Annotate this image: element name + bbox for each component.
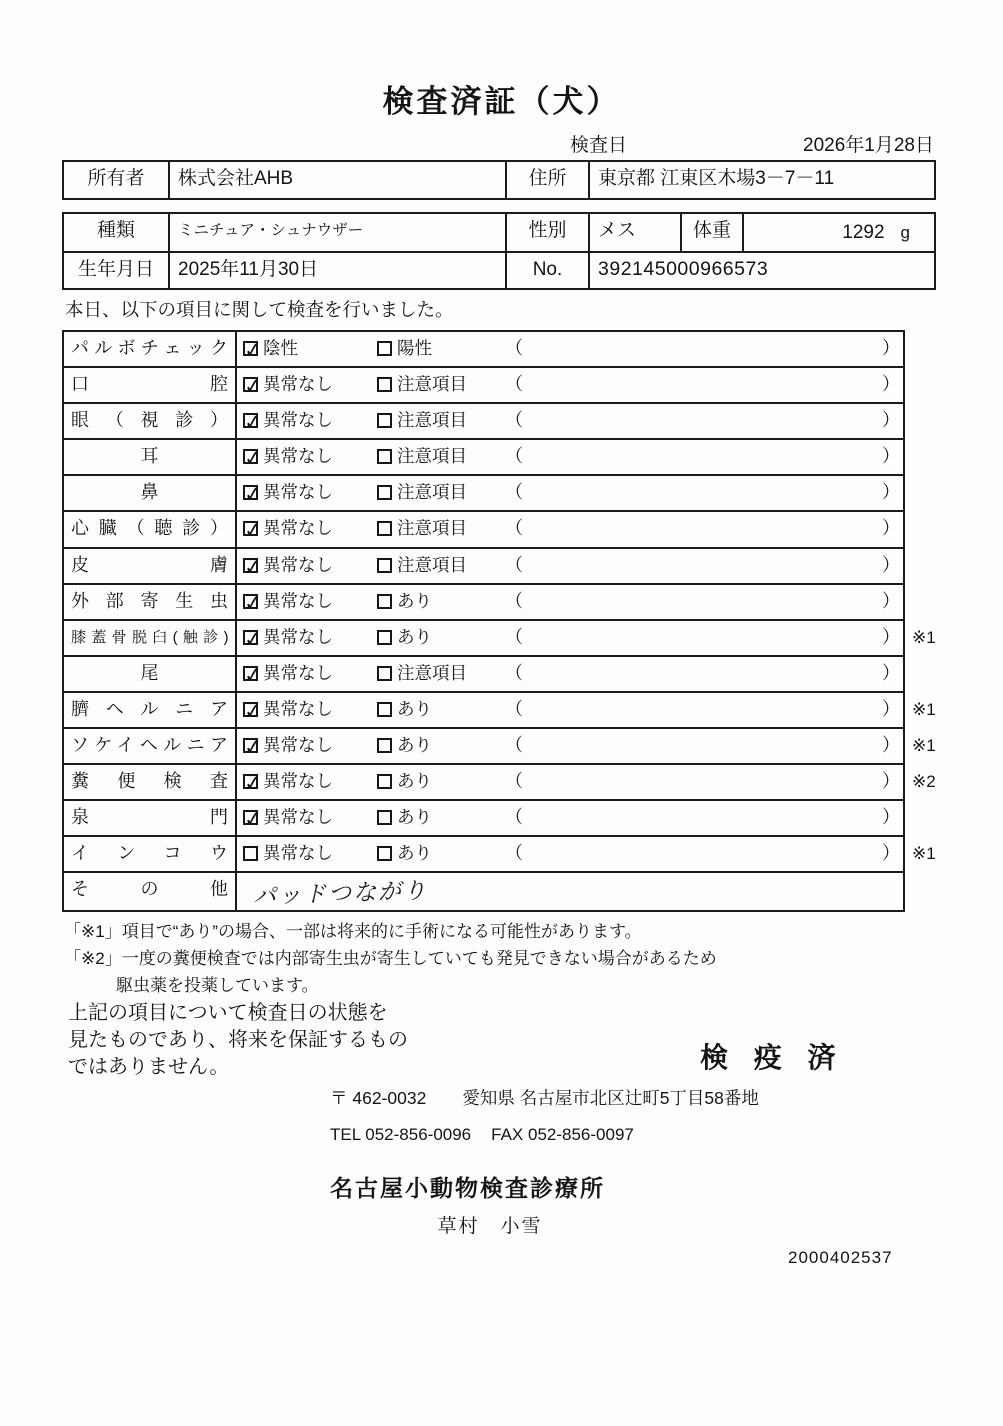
paren-open: （ bbox=[505, 410, 523, 431]
option-2 bbox=[377, 621, 432, 654]
veterinarian-name: 草村 小雪 bbox=[437, 1216, 543, 1237]
checkbox-2 bbox=[377, 810, 392, 825]
inspection-row bbox=[64, 476, 903, 512]
checkbox-1 bbox=[243, 666, 258, 681]
option-1 bbox=[243, 368, 333, 401]
address-label: 住所 bbox=[507, 162, 590, 198]
pet-row-1 bbox=[64, 214, 934, 251]
option-2-label: あり bbox=[397, 771, 432, 792]
checkbox-2 bbox=[377, 738, 392, 753]
inspection-row bbox=[64, 404, 903, 440]
inspection-date-value: 2026年1月28日 bbox=[803, 135, 934, 156]
paren-close: ） bbox=[882, 735, 900, 756]
inspection-row bbox=[64, 512, 903, 548]
checkbox-2 bbox=[377, 449, 392, 464]
option-2 bbox=[377, 404, 467, 437]
option-2 bbox=[377, 837, 432, 870]
paren-open: （ bbox=[505, 374, 523, 395]
checkbox-2 bbox=[377, 774, 392, 789]
paren-open: （ bbox=[505, 446, 523, 467]
paren-close: ） bbox=[882, 446, 900, 467]
checkbox-1 bbox=[243, 377, 258, 392]
no-value: 392145000966573 bbox=[598, 258, 769, 280]
option-2-label: 注意項目 bbox=[397, 554, 467, 575]
birthdate-value: 2025年11月30日 bbox=[170, 253, 507, 288]
option-1 bbox=[243, 693, 333, 726]
no-label: No. bbox=[507, 253, 590, 288]
option-1 bbox=[243, 621, 333, 654]
option-1 bbox=[243, 476, 333, 509]
owner-label: 所有者 bbox=[64, 162, 170, 198]
option-2 bbox=[377, 585, 432, 618]
inspection-item-label: 眼（視診） bbox=[64, 404, 237, 438]
paren-close: ） bbox=[882, 843, 900, 864]
option-2 bbox=[377, 657, 467, 690]
checkbox-2 bbox=[377, 485, 392, 500]
option-2 bbox=[377, 693, 432, 726]
checkbox-1 bbox=[243, 738, 258, 753]
option-1-label: 異常なし bbox=[263, 446, 333, 467]
option-1 bbox=[243, 332, 298, 365]
option-2-label: あり bbox=[397, 735, 432, 756]
paren-close: ） bbox=[882, 554, 900, 575]
clinic-name: 名古屋小動物検査診療所 bbox=[330, 1175, 605, 1201]
checkbox-1 bbox=[243, 630, 258, 645]
inspection-row-options bbox=[237, 368, 903, 402]
clinic-tel: TEL 052-856-0096 bbox=[330, 1125, 472, 1144]
option-1-label: 異常なし bbox=[263, 807, 333, 828]
inspection-row bbox=[64, 332, 903, 368]
paren-open: （ bbox=[505, 590, 523, 611]
inspection-item-label: 鼻 bbox=[64, 476, 237, 510]
option-2 bbox=[377, 549, 467, 582]
option-2-label: あり bbox=[397, 626, 432, 647]
footnote-mark: ※1 bbox=[912, 844, 936, 864]
inspection-item-label: 外部寄生虫 bbox=[64, 585, 237, 619]
inspection-row bbox=[64, 693, 936, 729]
inspection-row bbox=[64, 621, 936, 657]
option-1-label: 異常なし bbox=[263, 374, 333, 395]
checkbox-2 bbox=[377, 558, 392, 573]
paren-open: （ bbox=[505, 482, 523, 503]
option-2-label: 注意項目 bbox=[397, 482, 467, 503]
paren-open: （ bbox=[505, 735, 523, 756]
inspection-row bbox=[64, 585, 903, 621]
inspection-row-options bbox=[237, 332, 903, 366]
paren-open: （ bbox=[505, 626, 523, 647]
footnote-mark: ※1 bbox=[912, 736, 936, 756]
option-1-label: 異常なし bbox=[263, 662, 333, 683]
checkbox-1 bbox=[243, 558, 258, 573]
clinic-contact-row bbox=[330, 1125, 634, 1145]
paren-open: （ bbox=[505, 554, 523, 575]
footnote-mark: ※1 bbox=[912, 627, 936, 647]
option-1-label: 異常なし bbox=[263, 518, 333, 539]
footnote-mark: ※1 bbox=[912, 699, 936, 719]
checkbox-2 bbox=[377, 702, 392, 717]
option-2 bbox=[377, 801, 432, 834]
footnote-2: 「※2」一度の糞便検査では内部寄生虫が寄生していても発見できない場合があるため bbox=[64, 949, 717, 968]
option-2 bbox=[377, 729, 432, 762]
disclaimer-text bbox=[68, 1000, 408, 1081]
inspection-item-label: 皮膚 bbox=[64, 549, 237, 583]
disclaimer-line-1: 上記の項目について検査日の状態を bbox=[68, 1002, 388, 1024]
paren-close: ） bbox=[882, 698, 900, 719]
option-1 bbox=[243, 549, 333, 582]
clinic-fax: FAX 052-856-0097 bbox=[491, 1125, 634, 1144]
inspection-item-label: 心臓（聴診） bbox=[64, 512, 237, 546]
paren-close: ） bbox=[882, 338, 900, 358]
paren-close: ） bbox=[882, 482, 900, 503]
owner-row bbox=[64, 162, 934, 198]
inspection-row-options bbox=[237, 512, 903, 546]
inspection-item-label: パルボチェック bbox=[64, 332, 237, 366]
inspection-row-options bbox=[237, 729, 936, 763]
paren-close: ） bbox=[882, 518, 900, 539]
paren-open: （ bbox=[505, 771, 523, 792]
weight-value: 1292 bbox=[842, 222, 885, 243]
option-1 bbox=[243, 765, 333, 798]
birthdate-label: 生年月日 bbox=[64, 253, 170, 288]
option-1 bbox=[243, 440, 333, 473]
footnote-1: 「※1」項目で“あり”の場合、一部は将来的に手術になる可能性があります。 bbox=[64, 922, 642, 941]
paren-close: ） bbox=[882, 626, 900, 647]
clinic-postal-code: 〒 462-0032 bbox=[330, 1088, 427, 1108]
inspection-row-options bbox=[237, 657, 903, 691]
inspection-item-label: 膝蓋骨脱臼(触診) bbox=[64, 621, 237, 655]
inspection-row bbox=[64, 657, 903, 693]
checkbox-1 bbox=[243, 846, 258, 861]
address-value: 東京都 江東区木場3－7－11 bbox=[598, 168, 835, 189]
inspection-row bbox=[64, 729, 936, 765]
option-2-label: 注意項目 bbox=[397, 446, 467, 467]
option-1 bbox=[243, 837, 333, 870]
checkbox-1 bbox=[243, 485, 258, 500]
checkbox-2 bbox=[377, 594, 392, 609]
inspection-item-label: 尾 bbox=[64, 657, 237, 691]
paren-open: （ bbox=[505, 843, 523, 864]
option-1-label: 異常なし bbox=[263, 554, 333, 575]
option-2-label: 注意項目 bbox=[397, 518, 467, 539]
option-1 bbox=[243, 729, 333, 762]
inspection-row-options bbox=[237, 765, 936, 799]
option-2-label: 注意項目 bbox=[397, 374, 467, 395]
inspection-row bbox=[64, 765, 936, 801]
option-2-label: あり bbox=[397, 590, 432, 611]
intro-text: 本日、以下の項目に関して検査を行いました。 bbox=[65, 299, 454, 320]
option-1 bbox=[243, 404, 333, 437]
checkbox-1 bbox=[243, 449, 258, 464]
inspection-row-options bbox=[237, 549, 903, 583]
paren-close: ） bbox=[882, 771, 900, 792]
inspection-row-options bbox=[237, 837, 936, 871]
checkbox-2 bbox=[377, 377, 392, 392]
option-1-label: 異常なし bbox=[263, 771, 333, 792]
checkbox-1 bbox=[243, 702, 258, 717]
sex-value: メス bbox=[590, 214, 682, 251]
option-1 bbox=[243, 585, 333, 618]
clinic-block bbox=[330, 1170, 650, 1238]
footnotes bbox=[64, 918, 717, 999]
inspection-row bbox=[64, 440, 903, 476]
breed-label: 種類 bbox=[64, 214, 170, 251]
option-2 bbox=[377, 512, 467, 545]
checkbox-1 bbox=[243, 341, 258, 356]
inspection-row-options bbox=[237, 440, 903, 474]
checkbox-1 bbox=[243, 413, 258, 428]
option-1-label: 異常なし bbox=[263, 843, 333, 864]
paren-open: （ bbox=[505, 698, 523, 719]
sex-label: 性別 bbox=[507, 214, 590, 251]
checkbox-1 bbox=[243, 521, 258, 536]
option-2-label: あり bbox=[397, 807, 432, 828]
footnote-2-continued: 駆虫薬を投薬しています。 bbox=[116, 976, 319, 995]
page-title: 検査済証（犬） bbox=[382, 84, 621, 119]
inspection-row bbox=[64, 873, 903, 909]
option-1-label: 異常なし bbox=[263, 698, 333, 719]
option-2-label: あり bbox=[397, 843, 432, 864]
inspection-row bbox=[64, 549, 903, 585]
paren-close: ） bbox=[882, 590, 900, 611]
option-2-label: あり bbox=[397, 698, 432, 719]
paren-close: ） bbox=[882, 410, 900, 431]
checkbox-2 bbox=[377, 630, 392, 645]
option-1-label: 陰性 bbox=[263, 338, 298, 358]
inspection-item-label: ソケイヘルニア bbox=[64, 729, 237, 763]
option-2 bbox=[377, 440, 467, 473]
breed-value: ミニチュア・シュナウザー bbox=[170, 214, 507, 251]
option-2 bbox=[377, 332, 432, 365]
option-1-label: 異常なし bbox=[263, 735, 333, 756]
inspection-row-options bbox=[237, 801, 903, 835]
option-1 bbox=[243, 512, 333, 545]
disclaimer-line-3: ではありません。 bbox=[68, 1056, 230, 1078]
inspection-item-label: インコウ bbox=[64, 837, 237, 871]
paren-close: ） bbox=[882, 662, 900, 683]
weight-label: 体重 bbox=[682, 214, 744, 251]
handwritten-note: パッドつながり bbox=[252, 877, 429, 910]
inspection-row bbox=[64, 837, 936, 873]
option-2 bbox=[377, 368, 467, 401]
serial-number: 2000402537 bbox=[788, 1248, 893, 1267]
paren-close: ） bbox=[882, 807, 900, 828]
owner-table bbox=[62, 160, 936, 200]
checkbox-1 bbox=[243, 774, 258, 789]
owner-value: 株式会社AHB bbox=[170, 162, 507, 198]
inspection-item-label: 口腔 bbox=[64, 368, 237, 402]
inspection-row-options bbox=[237, 476, 903, 510]
paren-open: （ bbox=[505, 518, 523, 539]
inspection-row bbox=[64, 801, 903, 837]
option-2 bbox=[377, 476, 467, 509]
inspection-row-options bbox=[237, 693, 936, 727]
inspection-item-label: 糞便検査 bbox=[64, 765, 237, 799]
inspection-row-options bbox=[237, 585, 903, 619]
option-1 bbox=[243, 657, 333, 690]
clinic-address-row bbox=[330, 1085, 759, 1110]
option-2-label: 陽性 bbox=[397, 338, 432, 358]
inspection-row-options bbox=[237, 621, 936, 655]
inspection-date-row bbox=[62, 130, 936, 156]
checkbox-1 bbox=[243, 594, 258, 609]
pet-row-2 bbox=[64, 251, 934, 288]
inspection-table bbox=[62, 330, 936, 912]
option-1-label: 異常なし bbox=[263, 590, 333, 611]
pet-table bbox=[62, 212, 936, 290]
paren-close: ） bbox=[882, 374, 900, 395]
option-2 bbox=[377, 765, 432, 798]
footnote-mark: ※2 bbox=[912, 772, 936, 792]
paren-open: （ bbox=[505, 807, 523, 828]
checkbox-2 bbox=[377, 413, 392, 428]
option-1-label: 異常なし bbox=[263, 626, 333, 647]
inspection-item-label: その他 bbox=[64, 873, 237, 909]
checkbox-2 bbox=[377, 341, 392, 356]
checkbox-2 bbox=[377, 846, 392, 861]
option-1 bbox=[243, 801, 333, 834]
inspection-date-label: 検査日 bbox=[570, 135, 628, 156]
paren-open: （ bbox=[505, 338, 523, 358]
inspection-row-options bbox=[237, 873, 903, 909]
checkbox-1 bbox=[243, 810, 258, 825]
option-1-label: 異常なし bbox=[263, 410, 333, 431]
quarantine-stamp: 検 疫 済 bbox=[700, 1042, 845, 1073]
clinic-address: 愛知県 名古屋市北区辻町5丁目58番地 bbox=[462, 1088, 759, 1108]
option-2-label: 注意項目 bbox=[397, 410, 467, 431]
paren-open: （ bbox=[505, 662, 523, 683]
inspection-item-label: 耳 bbox=[64, 440, 237, 474]
inspection-row-options bbox=[237, 404, 903, 438]
option-1-label: 異常なし bbox=[263, 482, 333, 503]
option-2-label: 注意項目 bbox=[397, 662, 467, 683]
checkbox-2 bbox=[377, 666, 392, 681]
checkbox-2 bbox=[377, 521, 392, 536]
inspection-row bbox=[64, 368, 903, 404]
inspection-item-label: 臍ヘルニア bbox=[64, 693, 237, 727]
weight-value-cell bbox=[744, 214, 934, 251]
inspection-item-label: 泉門 bbox=[64, 801, 237, 835]
weight-unit: g bbox=[900, 223, 910, 242]
disclaimer-line-2: 見たものであり、将来を保証するもの bbox=[68, 1029, 408, 1051]
